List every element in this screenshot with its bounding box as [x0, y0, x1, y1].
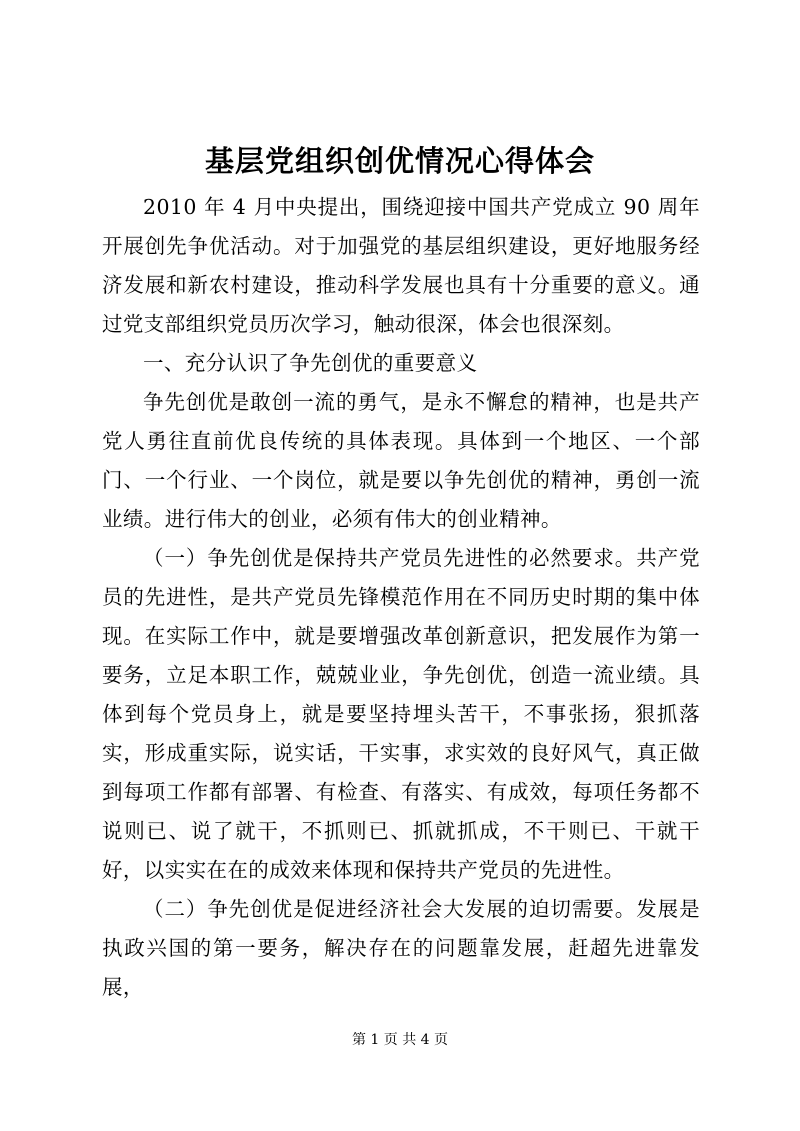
paragraph-subsection-2: （二）争先创优是促进经济社会大发展的迫切需要。发展是执政兴国的第一要务，解决存在的问题靠发展，赶超先进靠发展， [102, 897, 700, 999]
paragraph-intro: 2010 年 4 月中央提出，围绕迎接中国共产党成立 90 周年开展创先争优活动。对于加强党的基层组织建设，更好地服务经济发展和新农村建设，推动科学发展也具有十分重要的意义。通过党支部组织党员历次学习，触动很深，体会也很深刻。 [102, 195, 700, 336]
document-title: 基层党组织创优情况心得体会 [204, 144, 595, 178]
paragraph-subsection-1: （一）争先创优是保持共产党员先进性的必然要求。共产党员的先进性，是共产党员先锋模范作用在不同历史时期的集中体现。在实际工作中，就是要增强改革创新意识，把发展作为第一要务，立足本职工作，兢兢业业，争先创优，创造一流业绩。具体到每个党员身上，就是要坚持埋头苦干，不事张扬，狠抓落实，形成重实际，说实话，干实事，求实效的良好风气，真正做到每项工作都有部署、有检查、有落实、有成效，每项任务都不说则已、说了就干，不抓则已、抓就抓成，不干则已、干就干好，以实实在在的成效来体现和保持共产党员的先进性。 [102, 546, 700, 882]
paragraph-section-1: 争先创优是敢创一流的勇气，是永不懈怠的精神，也是共产党人勇往直前优良传统的具体表现。具体到一个地区、一个部门、一个行业、一个岗位，就是要以争先创优的精神，勇创一流业绩。进行伟大的创业，必须有伟大的创业精神。 [102, 390, 700, 531]
document-body [102, 188, 700, 1007]
page-footer: 第 1 页 共 4 页 [351, 1032, 449, 1048]
section-heading-1: 一、充分认识了争先创优的重要意义 [143, 351, 478, 375]
